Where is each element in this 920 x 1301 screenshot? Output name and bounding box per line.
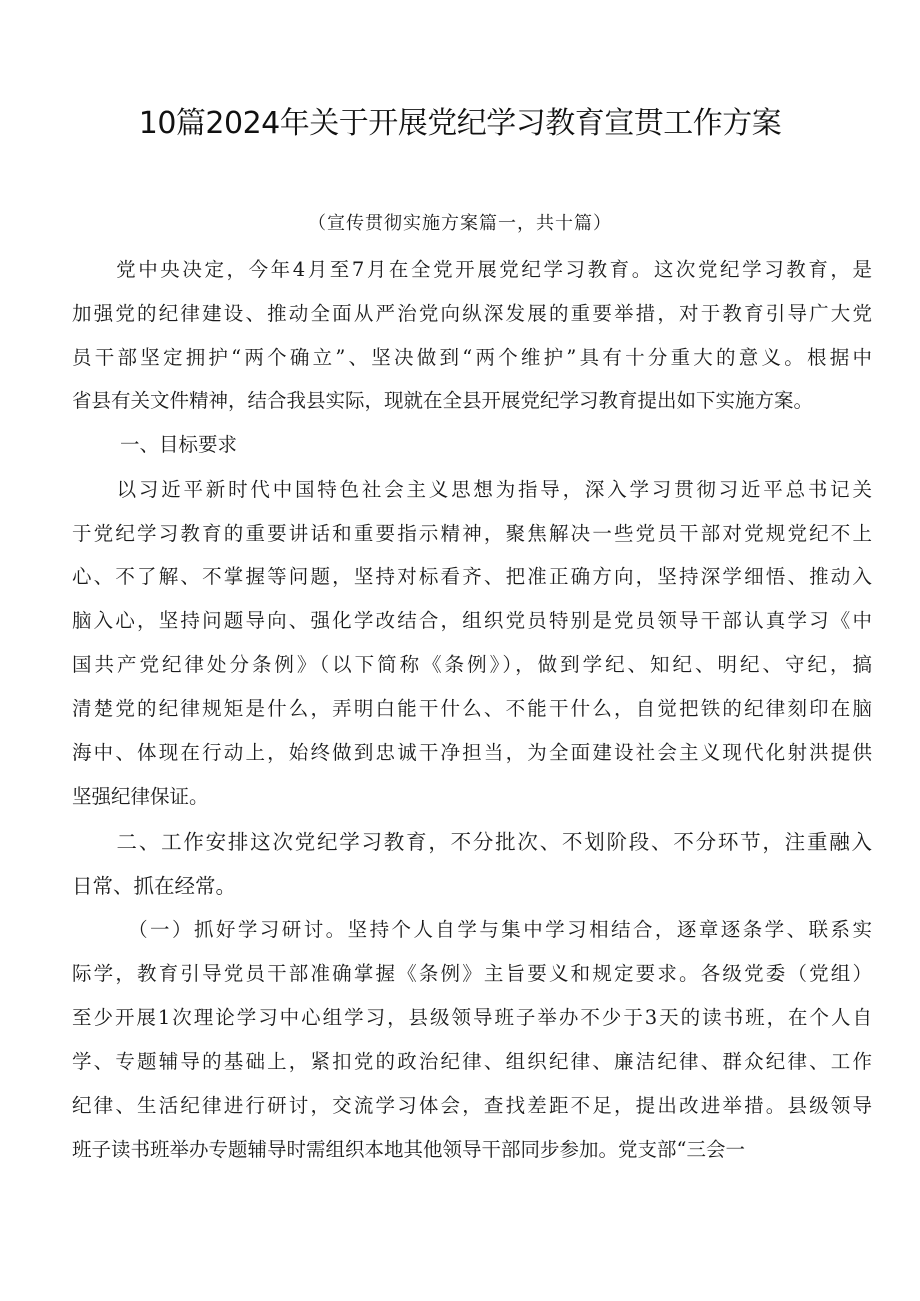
paragraph-line: 际学，教育引导党员干部准确掌握《条例》主旨要义和规定要求。各级党委（党组）	[72, 962, 872, 985]
intro-line: 加强党的纪律建设、推动全面从严治党向纵深发展的重要举措，对于教育引导广大党	[72, 302, 872, 325]
paragraph-line: 于党纪学习教育的重要讲话和重要指示精神，聚焦解决一些党员干部对党规党纪不上	[72, 522, 872, 545]
paragraph-line: 海中、体现在行动上，始终做到忠诚干净担当，为全面建设社会主义现代化射洪提供	[72, 741, 872, 764]
paragraph-line: 至少开展1次理论学习中心组学习，县级领导班子举办不少于3天的读书班，在个人自	[72, 1006, 872, 1029]
paragraph-line: 国共产党纪律处分条例》（以下简称《条例》），做到学纪、知纪、明纪、守纪，搞	[72, 653, 872, 676]
paragraph-line: 清楚党的纪律规矩是什么，弄明白能干什么、不能干什么，自觉把铁的纪律刻印在脑	[72, 697, 872, 720]
document-title: 10篇2024年关于开展党纪学习教育宣贯工作方案	[138, 106, 782, 141]
paragraph-line: 学、专题辅导的基础上，紧扣党的政治纪律、组织纪律、廉洁纪律、群众纪律、工作	[72, 1050, 872, 1073]
document-subtitle: （宣传贯彻实施方案篇一，共十篇）	[308, 213, 612, 234]
intro-line: 党中央决定，今年4月至7月在全党开展党纪学习教育。这次党纪学习教育，是	[72, 258, 872, 281]
section-heading-2: 日常、抓在经常。	[72, 874, 236, 898]
paragraph-line: 纪律、生活纪律进行研讨，交流学习体会，查找差距不足，提出改进举措。县级领导	[72, 1094, 872, 1117]
paragraph-line: （一）抓好学习研讨。坚持个人自学与集中学习相结合，逐章逐条学、联系实	[72, 918, 872, 941]
paragraph-line: 脑入心，坚持问题导向、强化学改结合，组织党员特别是党员领导干部认真学习《中	[72, 609, 872, 632]
paragraph-line: 以习近平新时代中国特色社会主义思想为指导，深入学习贯彻习近平总书记关	[72, 478, 872, 501]
paragraph-line: 班子读书班举办专题辅导时需组织本地其他领导干部同步参加。党支部“三会一	[72, 1138, 745, 1161]
intro-line: 省县有关文件精神，结合我县实际，现就在全县开展党纪学习教育提出如下实施方案。	[72, 389, 814, 412]
paragraph-line: 坚强纪律保证。	[72, 785, 209, 808]
section-heading-2: 二、工作安排这次党纪学习教育，不分批次、不划阶段、不分环节，注重融入	[72, 830, 872, 854]
paragraph-line: 心、不了解、不掌握等问题，坚持对标看齐、把准正确方向，坚持深学细悟、推动入	[72, 565, 872, 588]
section-heading-1: 一、目标要求	[120, 433, 238, 456]
intro-line: 员干部坚定拥护“两个确立”、坚决做到“两个维护”具有十分重大的意义。根据中	[72, 346, 872, 369]
